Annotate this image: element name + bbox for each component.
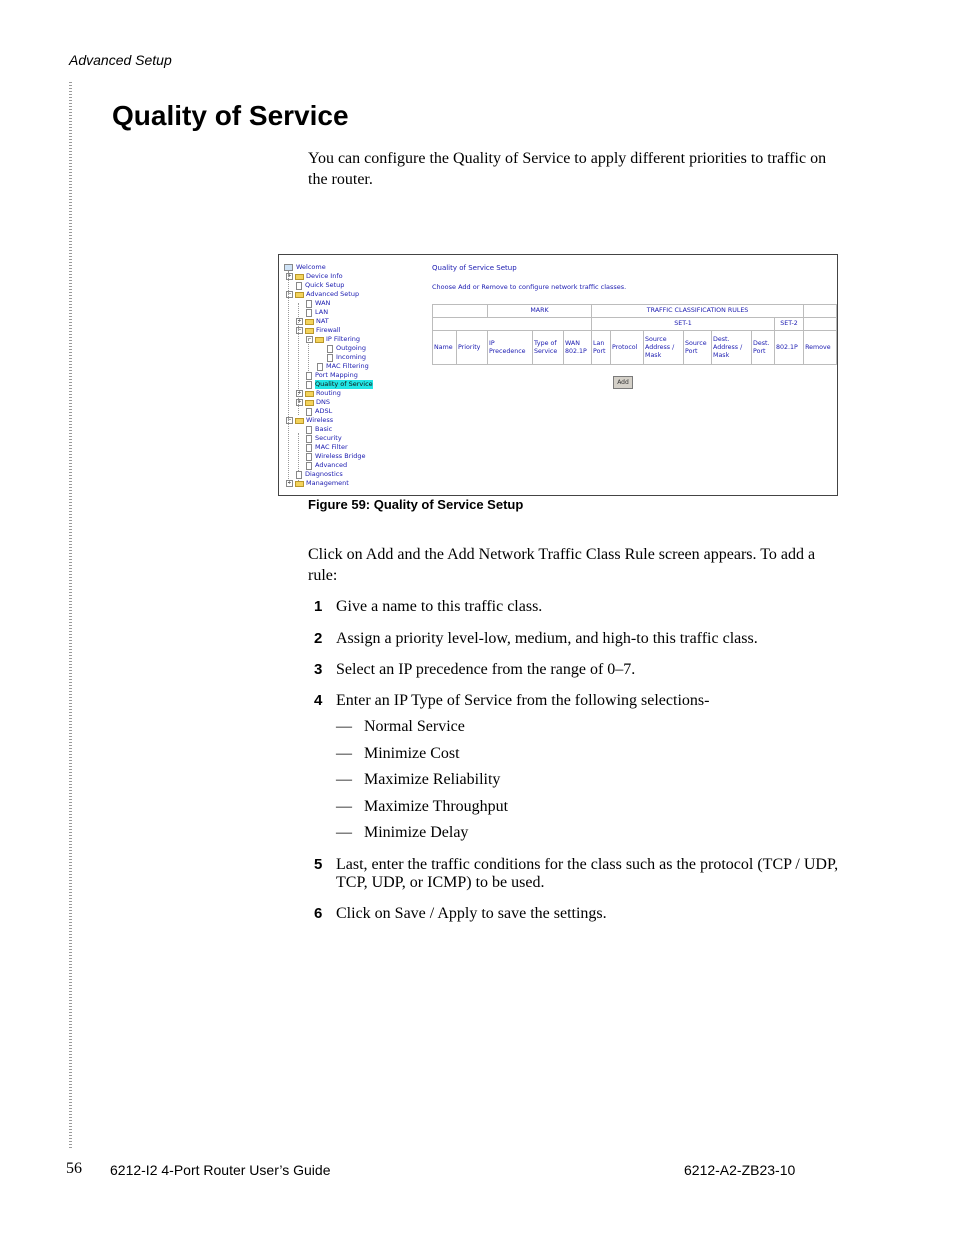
page-icon [327, 354, 333, 362]
folder-open-icon [295, 292, 304, 298]
folder-open-icon [315, 337, 324, 343]
expand-icon[interactable]: + [297, 399, 302, 405]
step-item: 2 Assign a priority level-low, medium, and high-to this traffic class. [314, 630, 758, 647]
page-number: 56 [66, 1160, 82, 1177]
column-header: Dest. Port [752, 331, 775, 365]
page-icon [306, 300, 312, 308]
column-header: Source Address / Mask [644, 331, 684, 365]
tree-item-wan[interactable]: WAN [306, 299, 330, 308]
tos-option: — Minimize Delay [336, 824, 469, 841]
page-icon [327, 345, 333, 353]
page-icon [296, 282, 302, 290]
tree-item-outgoing[interactable]: Outgoing [327, 344, 366, 353]
tree-item-management[interactable]: + Management [287, 479, 349, 487]
step-item: 4 Enter an IP Type of Service from the following selections- [314, 692, 710, 709]
column-header: Name [433, 331, 457, 365]
column-header: Dest. Address / Mask [712, 331, 752, 365]
page-icon [306, 453, 312, 461]
page-icon [317, 363, 323, 371]
tree-item-security[interactable]: Security [306, 434, 342, 443]
column-header: IP Precedence [488, 331, 533, 365]
intro-paragraph: You can configure the Quality of Service to apply different priorities to traffic on the router. [308, 150, 827, 188]
set2-header: SET-2 [775, 318, 804, 331]
tree-item-lan[interactable]: LAN [306, 308, 328, 317]
tree-item-adsl[interactable]: ADSL [306, 407, 332, 416]
collapse-icon[interactable]: − [307, 336, 312, 342]
column-header: WAN 802.1P [564, 331, 592, 365]
folder-icon [305, 391, 314, 397]
column-header: Source Port [684, 331, 712, 365]
column-header: Priority [457, 331, 488, 365]
tos-option: — Maximize Throughput [336, 798, 509, 815]
running-header: Advanced Setup [69, 52, 172, 68]
rules-header: TRAFFIC CLASSIFICATION RULES [592, 305, 804, 318]
table-corner-cell [804, 305, 837, 318]
tree-item-routing[interactable]: + Routing [297, 389, 341, 397]
page-icon [296, 471, 302, 479]
page-icon [306, 444, 312, 452]
add-button[interactable]: Add [613, 376, 633, 389]
instructions-paragraph: Click on Add and the Add Network Traffic Class Rule screen appears. To add a rule: [308, 546, 816, 584]
column-header: 802.1P [775, 331, 804, 365]
folder-icon [305, 400, 314, 406]
expand-icon[interactable]: + [297, 390, 302, 396]
folder-icon [295, 481, 304, 487]
tree-item-dns[interactable]: + DNS [297, 398, 330, 406]
tos-option: — Minimize Cost [336, 745, 460, 762]
column-header: Protocol [611, 331, 644, 365]
column-header: Remove [804, 331, 837, 365]
page-icon [306, 372, 312, 380]
tree-item-port-mapping[interactable]: Port Mapping [306, 371, 358, 380]
page-icon [306, 309, 312, 317]
footer-guide-title: 6212-I2 4-Port Router User’s Guide [110, 1162, 331, 1178]
tree-item-mac-filter[interactable]: MAC Filter [306, 443, 348, 452]
tree-item-welcome[interactable]: Welcome [284, 263, 326, 272]
tree-item-incoming[interactable]: Incoming [327, 353, 366, 362]
tree-item-quick-setup[interactable]: Quick Setup [296, 281, 344, 290]
table-spacer-cell [804, 318, 837, 331]
qos-setup-instruction: Choose Add or Remove to configure network traffic classes. [432, 283, 627, 291]
margin-rule [69, 82, 72, 1148]
page-icon [306, 408, 312, 416]
collapse-icon[interactable]: − [287, 417, 292, 423]
folder-open-icon [305, 328, 314, 334]
monitor-icon [284, 264, 293, 271]
qos-setup-heading: Quality of Service Setup [432, 264, 517, 272]
page-icon [306, 381, 312, 389]
expand-icon[interactable]: + [287, 273, 292, 279]
figure-screenshot [278, 254, 838, 496]
tree-branch-line [288, 271, 289, 483]
collapse-icon[interactable]: − [297, 327, 302, 333]
folder-icon [295, 274, 304, 280]
tree-item-advanced-setup[interactable]: − Advanced Setup [287, 290, 360, 298]
page-title: Quality of Service [112, 100, 349, 131]
step-item: 6 Click on Save / Apply to save the settings. [314, 905, 607, 922]
tree-item-diagnostics[interactable]: Diagnostics [296, 470, 343, 479]
set1-header: SET-1 [592, 318, 775, 331]
tree-item-quality-of-service[interactable]: Quality of Service [306, 380, 373, 389]
page-icon [306, 435, 312, 443]
page-icon [306, 426, 312, 434]
collapse-icon[interactable]: − [287, 291, 292, 297]
step-item: 3 Select an IP precedence from the range of 0–7. [314, 661, 636, 678]
folder-open-icon [295, 418, 304, 424]
tree-item-wireless-bridge[interactable]: Wireless Bridge [306, 452, 365, 461]
figure-caption: Figure 59: Quality of Service Setup [308, 497, 524, 512]
tos-option: — Normal Service [336, 718, 465, 735]
step-item: 1 Give a name to this traffic class. [314, 598, 543, 615]
column-header: Type of Service [533, 331, 564, 365]
expand-icon[interactable]: + [297, 318, 302, 324]
tree-item-firewall[interactable]: − Firewall [297, 326, 341, 334]
tree-item-ip-filtering[interactable]: − IP Filtering [307, 335, 361, 343]
tree-item-mac-filtering[interactable]: MAC Filtering [317, 362, 369, 371]
table-spacer-cell [433, 318, 592, 331]
tree-branch-line [308, 339, 309, 375]
page-icon [306, 462, 312, 470]
folder-icon [305, 319, 314, 325]
tree-item-device-info[interactable]: + Device Info [287, 272, 343, 280]
tree-item-wireless[interactable]: − Wireless [287, 416, 334, 424]
tree-item-basic[interactable]: Basic [306, 425, 332, 434]
mark-header: MARK [488, 305, 592, 318]
tos-option: — Maximize Reliability [336, 771, 501, 788]
qos-rules-table [432, 304, 837, 365]
tree-item-advanced[interactable]: Advanced [306, 461, 347, 470]
expand-icon[interactable]: + [287, 480, 292, 486]
tree-item-nat[interactable]: + NAT [297, 317, 329, 325]
table-corner-cell [433, 305, 488, 318]
step-item: 5 Last, enter the traffic conditions for the class such as the protocol (TCP / UDP, TCP, UDP, or ICMP) to be used. [314, 856, 839, 891]
footer-doc-id: 6212-A2-ZB23-10 [684, 1162, 796, 1178]
column-header: Lan Port [592, 331, 611, 365]
